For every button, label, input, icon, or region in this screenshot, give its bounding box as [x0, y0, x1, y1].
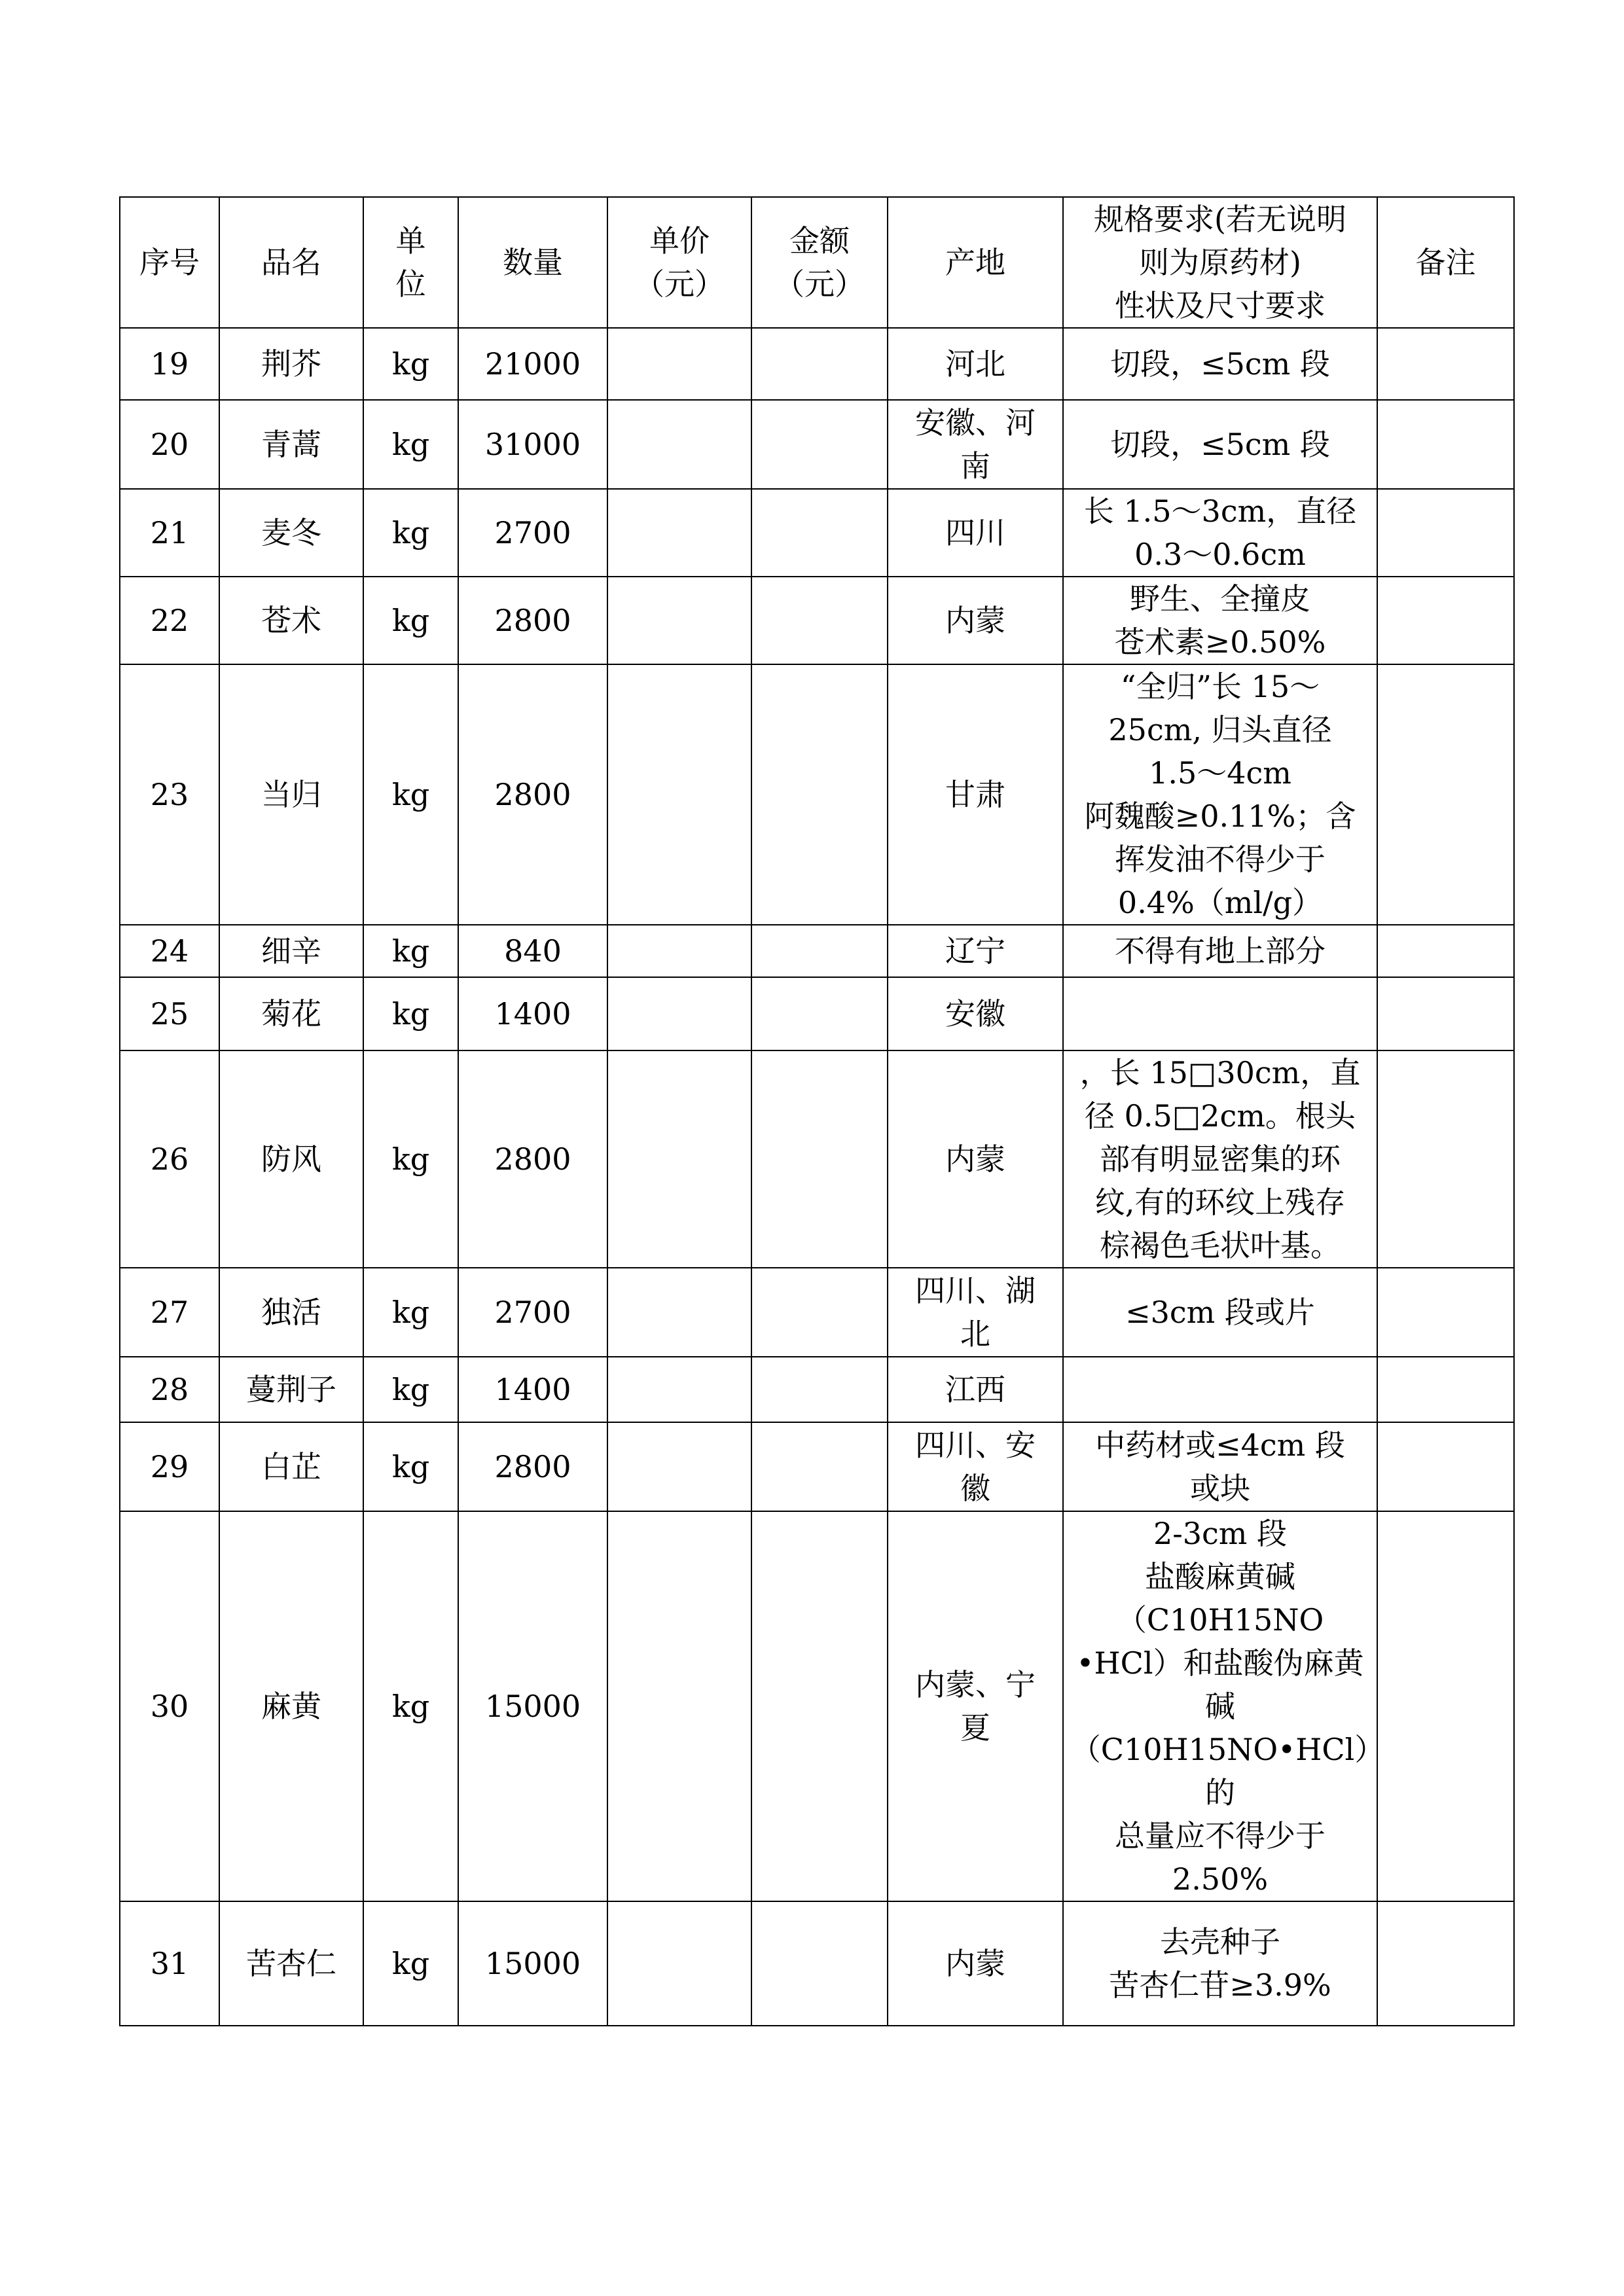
header-unit: 单 位 [363, 197, 458, 328]
cell-amount [751, 577, 888, 664]
cell-name: 白芷 [219, 1422, 363, 1511]
cell-spec: 去壳种子 苦杏仁苷≥3.9% [1063, 1901, 1377, 2026]
cell-unit: kg [363, 1901, 458, 2026]
cell-amount [751, 1901, 888, 2026]
cell-remark [1377, 1901, 1514, 2026]
cell-amount [751, 1422, 888, 1511]
cell-seq: 24 [120, 925, 219, 977]
cell-remark [1377, 400, 1514, 489]
cell-spec: 不得有地上部分 [1063, 925, 1377, 977]
header-seq: 序号 [120, 197, 219, 328]
table-row [120, 577, 1514, 664]
cell-remark [1377, 977, 1514, 1050]
cell-origin: 内蒙 [888, 1901, 1063, 2026]
cell-name: 苦杏仁 [219, 1901, 363, 2026]
header-name: 品名 [219, 197, 363, 328]
cell-spec: 野生、全撞皮 苍术素≥0.50% [1063, 577, 1377, 664]
cell-amount [751, 1050, 888, 1268]
cell-name: 荆芥 [219, 328, 363, 400]
cell-price [607, 977, 751, 1050]
cell-origin: 安徽、河 南 [888, 400, 1063, 489]
cell-unit: kg [363, 328, 458, 400]
header-remark: 备注 [1377, 197, 1514, 328]
cell-price [607, 1268, 751, 1357]
cell-seq: 21 [120, 489, 219, 577]
cell-remark [1377, 489, 1514, 577]
cell-spec: 中药材或≤4cm 段 或块 [1063, 1422, 1377, 1511]
cell-qty: 2700 [458, 489, 607, 577]
cell-qty: 2700 [458, 1268, 607, 1357]
cell-unit: kg [363, 1357, 458, 1422]
cell-spec: 长 1.5～3cm，直径 0.3～0.6cm [1063, 489, 1377, 577]
cell-unit: kg [363, 977, 458, 1050]
cell-price [607, 489, 751, 577]
cell-name: 青蒿 [219, 400, 363, 489]
cell-unit: kg [363, 1511, 458, 1901]
cell-origin: 江西 [888, 1357, 1063, 1422]
cell-remark [1377, 1050, 1514, 1268]
cell-remark [1377, 577, 1514, 664]
table-row [120, 1422, 1514, 1511]
cell-name: 独活 [219, 1268, 363, 1357]
cell-price [607, 664, 751, 925]
table-row [120, 664, 1514, 925]
cell-amount [751, 328, 888, 400]
cell-remark [1377, 1511, 1514, 1901]
cell-name: 麻黄 [219, 1511, 363, 1901]
cell-qty: 31000 [458, 400, 607, 489]
cell-qty: 2800 [458, 1422, 607, 1511]
cell-price [607, 1357, 751, 1422]
cell-qty: 2800 [458, 664, 607, 925]
cell-spec: ≤3cm 段或片 [1063, 1268, 1377, 1357]
cell-qty: 2800 [458, 577, 607, 664]
cell-amount [751, 664, 888, 925]
cell-qty: 15000 [458, 1901, 607, 2026]
cell-amount [751, 977, 888, 1050]
cell-amount [751, 1357, 888, 1422]
cell-origin: 安徽 [888, 977, 1063, 1050]
header-row [120, 197, 1514, 328]
cell-origin: 四川 [888, 489, 1063, 577]
table-row [120, 1901, 1514, 2026]
cell-seq: 29 [120, 1422, 219, 1511]
cell-name: 防风 [219, 1050, 363, 1268]
cell-spec: 切段，≤5cm 段 [1063, 328, 1377, 400]
cell-origin: 四川、安 徽 [888, 1422, 1063, 1511]
cell-origin: 内蒙 [888, 1050, 1063, 1268]
cell-seq: 28 [120, 1357, 219, 1422]
cell-name: 菊花 [219, 977, 363, 1050]
table-row [120, 977, 1514, 1050]
cell-price [607, 1050, 751, 1268]
table-row [120, 328, 1514, 400]
cell-price [607, 1901, 751, 2026]
header-price: 单价 （元） [607, 197, 751, 328]
table-row [120, 1050, 1514, 1268]
table-row [120, 1357, 1514, 1422]
cell-unit: kg [363, 1268, 458, 1357]
cell-seq: 26 [120, 1050, 219, 1268]
cell-qty: 21000 [458, 328, 607, 400]
cell-remark [1377, 1357, 1514, 1422]
cell-amount [751, 400, 888, 489]
table-row [120, 1268, 1514, 1357]
cell-name: 苍术 [219, 577, 363, 664]
cell-unit: kg [363, 1422, 458, 1511]
cell-amount [751, 1268, 888, 1357]
cell-origin: 内蒙 [888, 577, 1063, 664]
cell-origin: 甘肃 [888, 664, 1063, 925]
cell-remark [1377, 925, 1514, 977]
cell-seq: 22 [120, 577, 219, 664]
table-row [120, 1511, 1514, 1901]
cell-price [607, 1511, 751, 1901]
cell-origin: 内蒙、宁 夏 [888, 1511, 1063, 1901]
table-row [120, 400, 1514, 489]
cell-unit: kg [363, 577, 458, 664]
cell-name: 细辛 [219, 925, 363, 977]
cell-price [607, 925, 751, 977]
cell-spec: 2-3cm 段 盐酸麻黄碱（C10H15NO •HCl）和盐酸伪麻黄 碱（C10H15NO•HCl）的 总量应不得少于 2.50% [1063, 1511, 1377, 1901]
cell-price [607, 400, 751, 489]
cell-spec [1063, 1357, 1377, 1422]
cell-price [607, 1422, 751, 1511]
cell-remark [1377, 1268, 1514, 1357]
cell-price [607, 577, 751, 664]
materials-table [119, 196, 1515, 2026]
header-amount: 金额 （元） [751, 197, 888, 328]
cell-remark [1377, 1422, 1514, 1511]
cell-seq: 30 [120, 1511, 219, 1901]
cell-remark [1377, 664, 1514, 925]
cell-spec: “全归”长 15～ 25cm, 归头直径 1.5～4cm 阿魏酸≥0.11%；含 挥发油不得少于 0.4%（ml/g） [1063, 664, 1377, 925]
cell-seq: 23 [120, 664, 219, 925]
cell-unit: kg [363, 925, 458, 977]
cell-unit: kg [363, 400, 458, 489]
cell-seq: 31 [120, 1901, 219, 2026]
cell-origin: 辽宁 [888, 925, 1063, 977]
cell-spec: ，长 15□30cm，直 径 0.5□2cm。根头 部有明显密集的环 纹,有的环纹上残存 棕褐色毛状叶基。 [1063, 1050, 1377, 1268]
cell-amount [751, 489, 888, 577]
cell-amount [751, 925, 888, 977]
cell-origin: 河北 [888, 328, 1063, 400]
cell-qty: 1400 [458, 977, 607, 1050]
cell-name: 蔓荆子 [219, 1357, 363, 1422]
cell-seq: 20 [120, 400, 219, 489]
cell-name: 麦冬 [219, 489, 363, 577]
header-qty: 数量 [458, 197, 607, 328]
cell-seq: 25 [120, 977, 219, 1050]
cell-origin: 四川、湖 北 [888, 1268, 1063, 1357]
cell-unit: kg [363, 489, 458, 577]
cell-price [607, 328, 751, 400]
header-origin: 产地 [888, 197, 1063, 328]
cell-unit: kg [363, 1050, 458, 1268]
table-row [120, 925, 1514, 977]
cell-name: 当归 [219, 664, 363, 925]
header-spec: 规格要求(若无说明 则为原药材) 性状及尺寸要求 [1063, 197, 1377, 328]
cell-seq: 27 [120, 1268, 219, 1357]
cell-qty: 1400 [458, 1357, 607, 1422]
cell-remark [1377, 328, 1514, 400]
cell-qty: 2800 [458, 1050, 607, 1268]
cell-qty: 15000 [458, 1511, 607, 1901]
cell-unit: kg [363, 664, 458, 925]
cell-spec: 切段，≤5cm 段 [1063, 400, 1377, 489]
cell-spec [1063, 977, 1377, 1050]
table-row [120, 489, 1514, 577]
cell-amount [751, 1511, 888, 1901]
cell-qty: 840 [458, 925, 607, 977]
cell-seq: 19 [120, 328, 219, 400]
